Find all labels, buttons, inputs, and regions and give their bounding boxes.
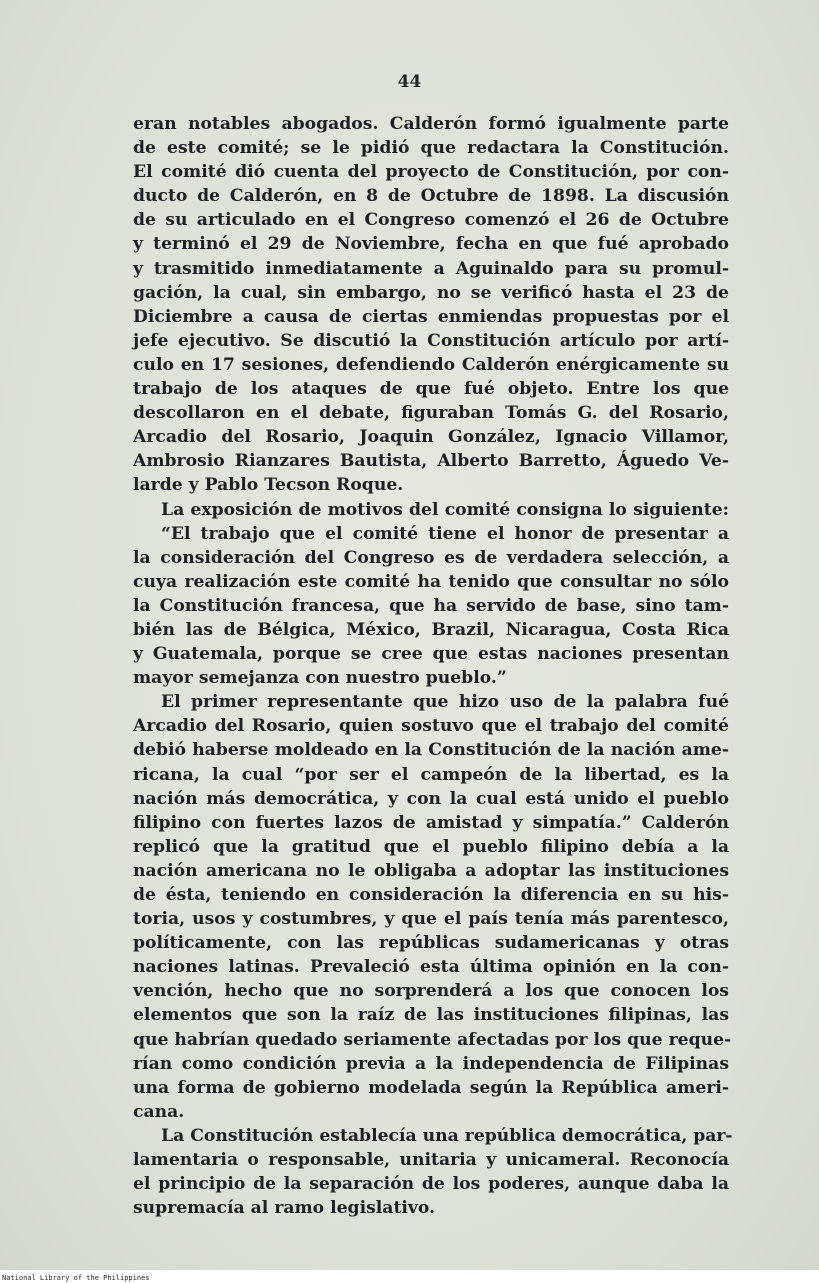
- text-line: de su articulado en el Congreso comenzó el 26 de Octubre: [133, 210, 729, 231]
- text-line: filipino con fuertes lazos de amistad y simpatía.” Calderón: [133, 812, 729, 833]
- text-line: El comité dió cuenta del proyecto de Constitución, por con-: [133, 162, 729, 183]
- text-line: jefe ejecutivo. Se discutió la Constitución artículo por artí-: [133, 330, 729, 351]
- text-line: el principio de la separación de los poderes, aunque daba la: [133, 1174, 729, 1195]
- text-line: El primer representante que hizo uso de la palabra fué: [161, 692, 729, 713]
- text-line: naciones latinas. Prevaleció esta última opinión en la con-: [133, 957, 729, 978]
- text-line: rían como condición previa a la independencia de Filipinas: [133, 1053, 729, 1074]
- text-line: lamentaria o responsable, unitaria y unicameral. Reconocía: [133, 1150, 729, 1171]
- text-line: la Constitución francesa, que ha servido de base, sino tam-: [133, 595, 729, 616]
- text-line: bién las de Bélgica, México, Brazil, Nicaragua, Costa Rica: [133, 619, 729, 640]
- text-line: Arcadio del Rosario, quien sostuvo que el trabajo del comité: [133, 716, 729, 737]
- text-line: y Guatemala, porque se cree que estas naciones presentan: [133, 644, 729, 665]
- text-line: La exposición de motivos del comité consigna lo siguiente:: [161, 499, 729, 520]
- text-line: trabajo de los ataques de que fué objeto. Entre los que: [133, 379, 729, 400]
- body-text: [133, 112, 733, 1220]
- text-line: supremacía al ramo legislativo.: [133, 1198, 436, 1219]
- text-line: la consideración del Congreso es de verdadera selección, a: [133, 547, 729, 568]
- text-line: ducto de Calderón, en 8 de Octubre de 1898. La discusión: [133, 186, 729, 207]
- text-line: una forma de gobierno modelada según la República ameri-: [133, 1077, 729, 1098]
- text-line: toria, usos y costumbres, y que el país tenía más parentesco,: [133, 909, 729, 930]
- text-line: políticamente, con las repúblicas sudamericanas y otras: [133, 933, 729, 954]
- text-line: mayor semejanza con nuestro pueblo.”: [133, 668, 507, 689]
- text-line: Arcadio del Rosario, Joaquin González, Ignacio Villamor,: [133, 427, 729, 448]
- text-line: culo en 17 sesiones, defendiendo Calderón enérgicamente su: [133, 354, 729, 375]
- page-number: 44: [397, 72, 422, 92]
- text-line: larde y Pablo Tecson Roque.: [133, 475, 404, 496]
- text-line: replicó que la gratitud que el pueblo filipino debía a la: [133, 836, 729, 857]
- text-line: cuya realización este comité ha tenido que consultar no sólo: [133, 571, 729, 592]
- text-line: eran notables abogados. Calderón formó igualmente parte: [133, 114, 729, 134]
- text-line: gación, la cual, sin embargo, no se verificó hasta el 23 de: [133, 282, 729, 303]
- text-line: nación americana no le obligaba a adoptar las instituciones: [133, 860, 729, 881]
- text-line: cana.: [133, 1101, 185, 1122]
- text-line: nación más democrática, y con la cual está unido el pueblo: [133, 788, 729, 809]
- text-line: vención, hecho que no sorprenderá a los que conocen los: [133, 981, 729, 1002]
- text-line: Diciembre a causa de ciertas enmiendas propuestas por el: [133, 306, 729, 327]
- text-line: La Constitución establecía una república democrática, par-: [161, 1125, 733, 1146]
- text-line: de este comité; se le pidió que redactara la Constitución.: [133, 138, 729, 159]
- text-line: ricana, la cual “por ser el campeón de la libertad, es la: [133, 764, 729, 785]
- text-line: “El trabajo que el comité tiene el honor de presentar a: [161, 523, 729, 544]
- text-line: elementos que son la raíz de las instituciones filipinas, las: [133, 1005, 729, 1026]
- text-line: descollaron en el debate, figuraban Tomás G. del Rosario,: [133, 403, 729, 424]
- text-line: de ésta, teniendo en consideración la diferencia en su his-: [133, 885, 729, 905]
- text-line: Ambrosio Rianzares Bautista, Alberto Barretto, Águedo Ve-: [133, 451, 729, 472]
- text-line: y terminó el 29 de Noviembre, fecha en que fué aprobado: [133, 234, 729, 255]
- footer-credit: National Library of the Philippines: [2, 1274, 150, 1282]
- text-line: debió haberse moldeado en la Constitución de la nación ame-: [133, 740, 729, 761]
- text-line: y trasmitido inmediatamente a Aguinaldo para su promul-: [133, 258, 729, 279]
- text-line: que habrían quedado seriamente afectadas por los que reque-: [133, 1029, 732, 1050]
